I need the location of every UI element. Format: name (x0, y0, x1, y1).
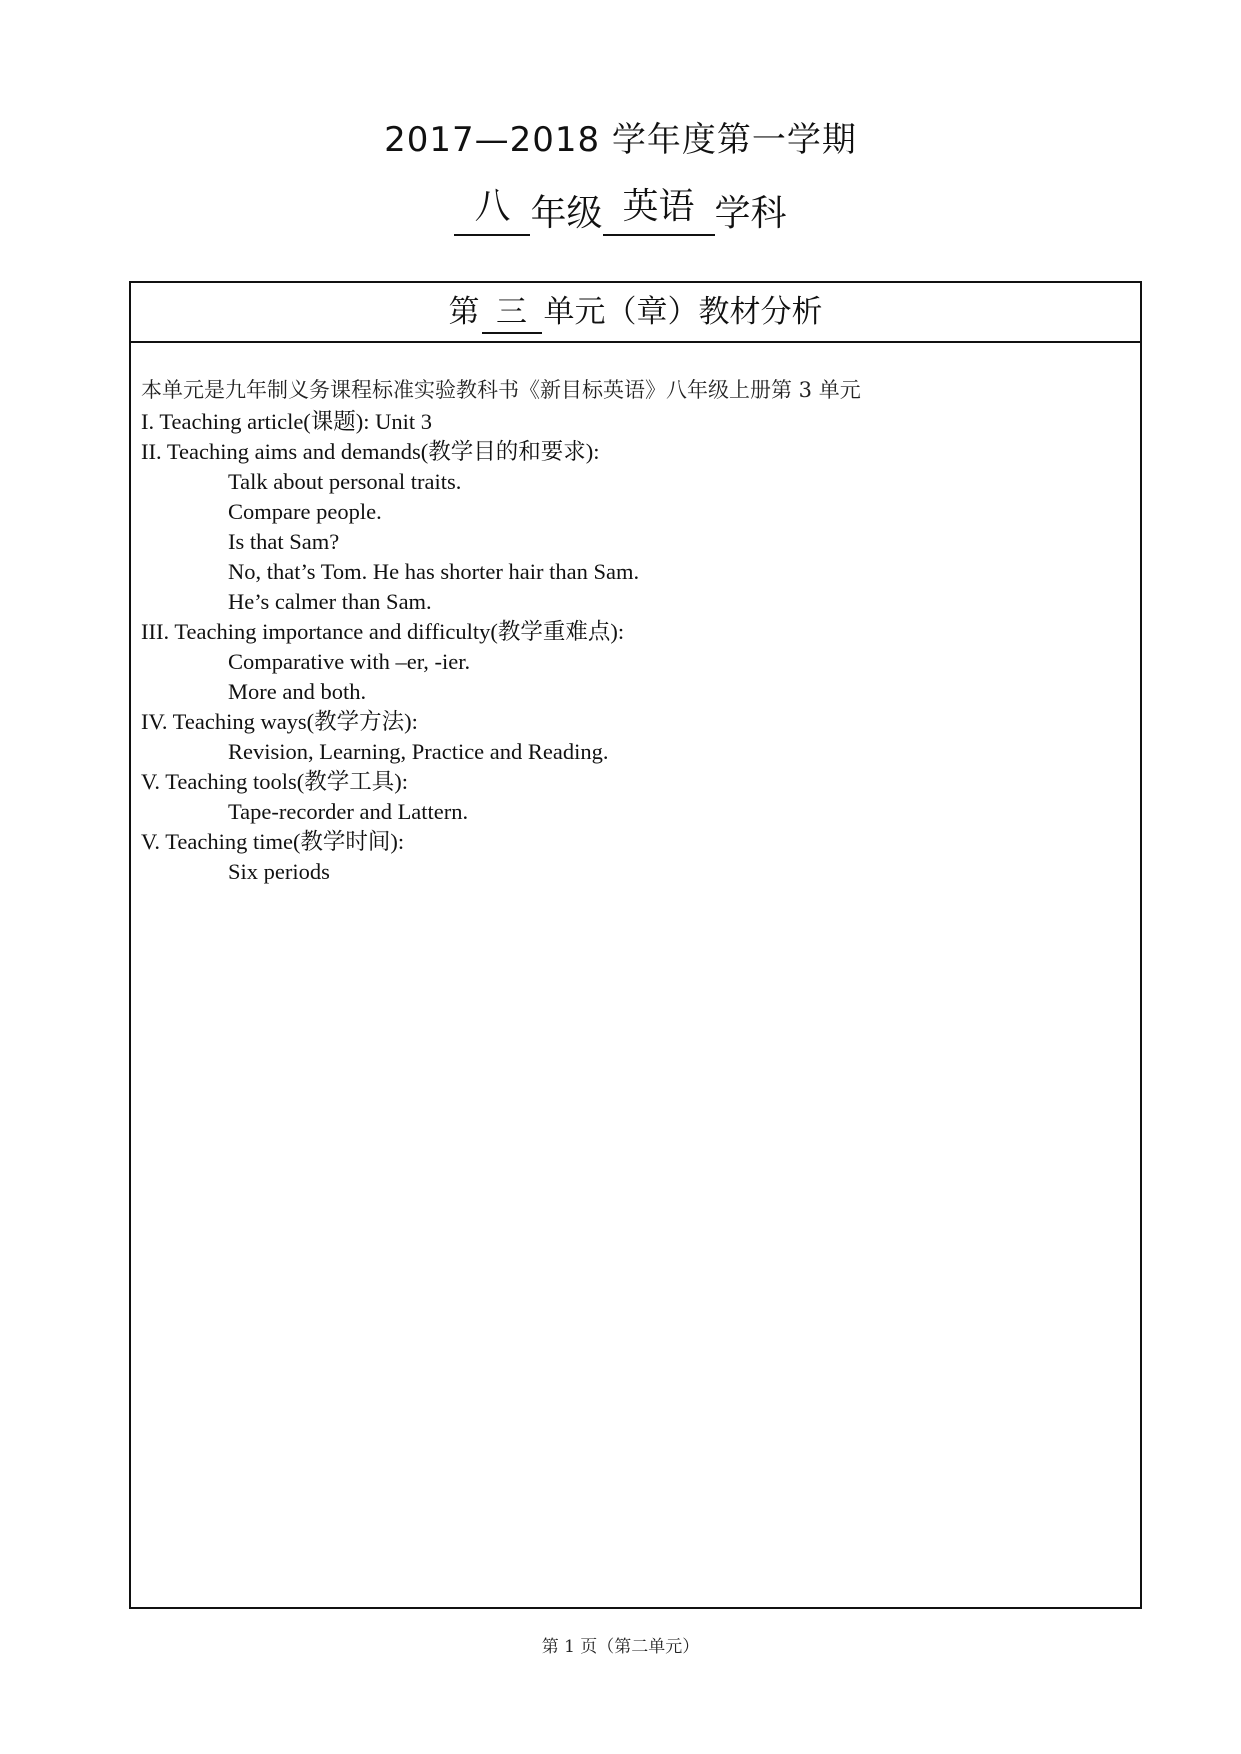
section-heading (131, 283, 1140, 343)
content-detail-line: More and both. (228, 679, 367, 704)
grade-blank (454, 186, 530, 236)
content-section-line: III. Teaching importance and difficulty(教学重难点): (141, 619, 625, 644)
content-detail-line: Comparative with –er, -ier. (228, 649, 471, 674)
content-section-line: IV. Teaching ways(教学方法): (141, 709, 418, 734)
section-prefix: 第 (448, 294, 480, 330)
content-detail-line: Tape-recorder and Lattern. (228, 799, 469, 824)
content-detail-line: Six periods (228, 859, 330, 884)
content-detail-line: Talk about personal traits. (228, 469, 462, 494)
grade-value: 八 (474, 186, 511, 227)
content-detail-line: Is that Sam? (228, 529, 340, 554)
content-detail-line: Revision, Learning, Practice and Reading. (228, 739, 609, 764)
content-section-line: I. Teaching article(课题): Unit 3 (141, 409, 433, 434)
content-section-line: V. Teaching time(教学时间): (141, 829, 405, 854)
content-detail-line: Compare people. (228, 499, 382, 524)
content-detail-line: He’s calmer than Sam. (228, 589, 432, 614)
subject-value: 英语 (622, 186, 695, 227)
content-detail-line: No, that’s Tom. He has shorter hair than Sam. (228, 559, 640, 584)
grade-suffix: 年级 (530, 193, 603, 234)
content-section-line: II. Teaching aims and demands(教学目的和要求): (141, 439, 600, 464)
section-suffix: 单元（章）教材分析 (543, 294, 823, 330)
page-footer: 第 1 页（第二单元） (541, 1637, 700, 1657)
grade-subject-line (0, 186, 1241, 236)
subject-suffix: 学科 (714, 193, 787, 234)
analysis-frame (129, 281, 1142, 1609)
subject-blank (603, 186, 715, 236)
intro-line: 本单元是九年制义务课程标准实验教科书《新目标英语》八年级上册第 3 单元 (141, 378, 861, 402)
analysis-content (141, 373, 1130, 887)
content-section-line: V. Teaching tools(教学工具): (141, 769, 408, 794)
academic-year-title: 2017—2018 学年度第一学期 (384, 120, 857, 160)
content-lines (141, 407, 1130, 887)
unit-number: 三 (482, 292, 542, 334)
